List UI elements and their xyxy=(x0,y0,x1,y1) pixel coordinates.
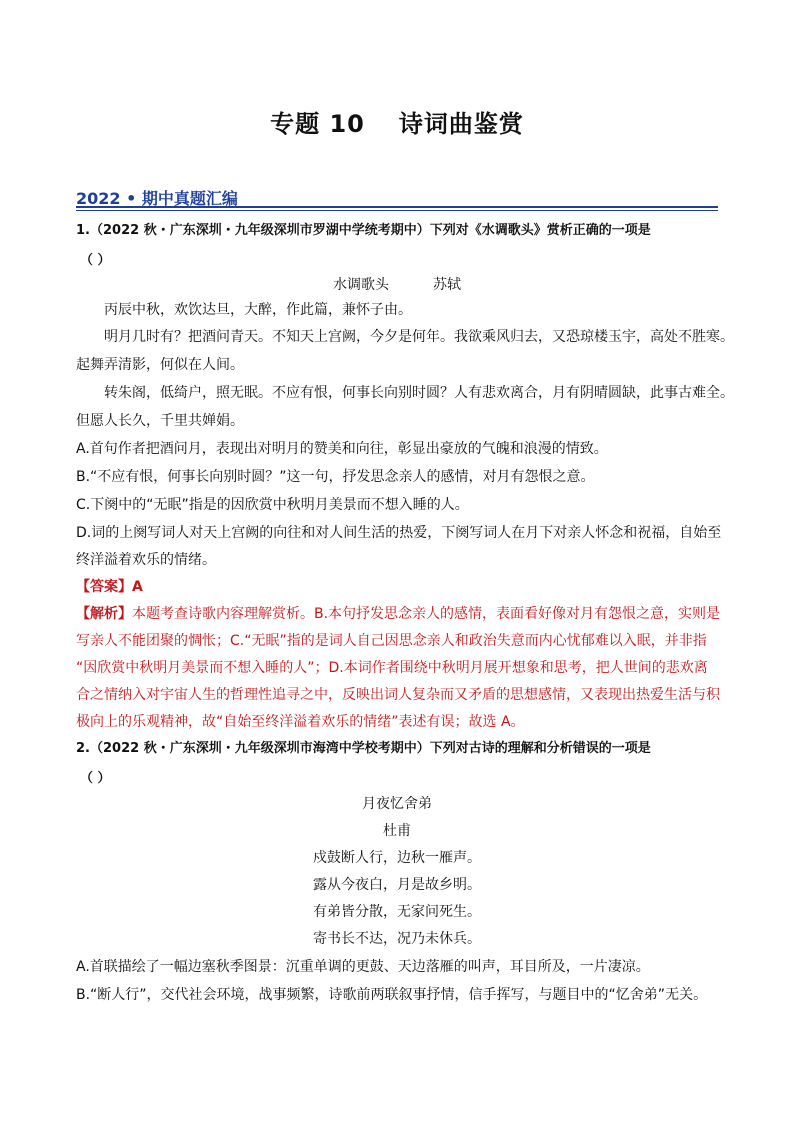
question-2-option-b: B.“断人行”，交代社会环境，战事频繁，诗歌前两联叙事抒情，信手挥写，与题目中的“忆舍弟”无关。 xyxy=(76,987,708,1003)
poem-2-title: 月夜忆舍弟 xyxy=(362,796,432,812)
question-1-analysis-line4: 合之情纳入对宇宙人生的哲理性追寻之中，反映出词人复杂而又矛盾的思想感情，又表现出热爱生活与积 xyxy=(76,687,720,703)
section-divider-thin xyxy=(76,210,718,211)
section-divider xyxy=(76,206,718,208)
poem-2-line-1: 戍鼓断人行，边秋一雁声。 xyxy=(313,850,481,866)
poem-2-author: 杜甫 xyxy=(383,823,411,839)
question-1-analysis-line5: 极向上的乐观精神，故“自始至终洋溢着欢乐的情绪”表述有误；故选 A。 xyxy=(76,714,525,730)
poem-1-heading xyxy=(0,276,794,294)
question-1-analysis-line3: “因欣赏中秋明月美景而不想入睡的人”；D.本词作者围绕中秋明月展开想象和思考，把人世间的悲欢离 xyxy=(76,660,708,676)
question-2-bracket: （ ） xyxy=(80,771,111,786)
title-main: 专题 10 xyxy=(270,110,365,138)
question-1-option-c: C.下阕中的“无眠”指是的因欣赏中秋明月美景而不想入睡的人。 xyxy=(76,497,469,513)
question-1-stem: 1.（2022 秋・广东深圳・九年级深圳市罗湖中学统考期中）下列对《水调歌头》赏析正确的一项是 xyxy=(76,223,651,238)
poem-1-para1-line1: 明月几时有？把酒问青天。不知天上宫阙，今夕是何年。我欲乘风归去，又恐琼楼玉宇，高处不胜寒。 xyxy=(104,329,734,345)
question-1-bracket: （ ） xyxy=(80,253,111,268)
question-1-option-d-line1: D.词的上阕写词人对天上宫阙的向往和对人间生活的热爱，下阕写词人在月下对亲人怀念和祝福，自始至 xyxy=(76,525,722,541)
answer-label: 【答案】 xyxy=(76,579,132,595)
question-1-answer xyxy=(76,578,720,596)
poem-1-preface: 丙辰中秋，欢饮达旦，大醉，作此篇，兼怀子由。 xyxy=(104,302,412,318)
question-2-stem: 2.（2022 秋・广东深圳・九年级深圳市海湾中学校考期中）下列对古诗的理解和分析错误的一项是 xyxy=(76,741,651,756)
analysis-text-1: 本题考查诗歌内容理解赏析。B.本句抒发思念亲人的感情，表面看好像对月有怨恨之意，实则是 xyxy=(132,606,721,622)
question-1-option-b: B.“不应有恨，何事长向别时圆？”这一句，抒发思念亲人的感情，对月有怨恨之意。 xyxy=(76,469,595,485)
poem-2-line-3: 有弟皆分散，无家问死生。 xyxy=(313,904,481,920)
question-2-option-a: A.首联描绘了一幅边塞秋季图景：沉重单调的更鼓、天边落雁的叫声，耳目所及，一片凄凉。 xyxy=(76,959,650,975)
page-title xyxy=(0,104,794,139)
poem-2-line-4: 寄书长不达，况乃未休兵。 xyxy=(313,931,481,947)
question-1-option-d-line2: 终洋溢着欢乐的情绪。 xyxy=(76,552,216,568)
poem-2-line-2: 露从今夜白，月是故乡明。 xyxy=(313,877,481,893)
question-1-analysis-line1 xyxy=(76,605,720,623)
analysis-label: 【解析】 xyxy=(76,606,132,622)
poem-1-title: 水调歌头 xyxy=(333,277,389,293)
title-sub: 诗词曲鉴赏 xyxy=(398,110,524,138)
poem-1-para2-line1: 转朱阁，低绮户，照无眠。不应有恨，何事长向别时圆？人有悲欢离合，月有阴晴圆缺，此事古难全。 xyxy=(104,385,734,401)
poem-1-para2-line2: 但愿人长久，千里共婵娟。 xyxy=(76,413,244,429)
poem-1-para1-line2: 起舞弄清影，何似在人间。 xyxy=(76,357,244,373)
question-1-option-a: A.首句作者把酒问月，表现出对明月的赞美和向往，彰显出豪放的气魄和浪漫的情致。 xyxy=(76,441,608,457)
poem-1-author: 苏轼 xyxy=(433,277,461,293)
section-heading: 2022 • 期中真题汇编 xyxy=(76,189,238,208)
question-1-analysis-line2: 写亲人不能团聚的惆怅；C.“无眠”指的是词人自己因思念亲人和政治失意而内心忧郁难以入眠，并非指 xyxy=(76,633,707,649)
answer-value: A xyxy=(132,579,143,595)
